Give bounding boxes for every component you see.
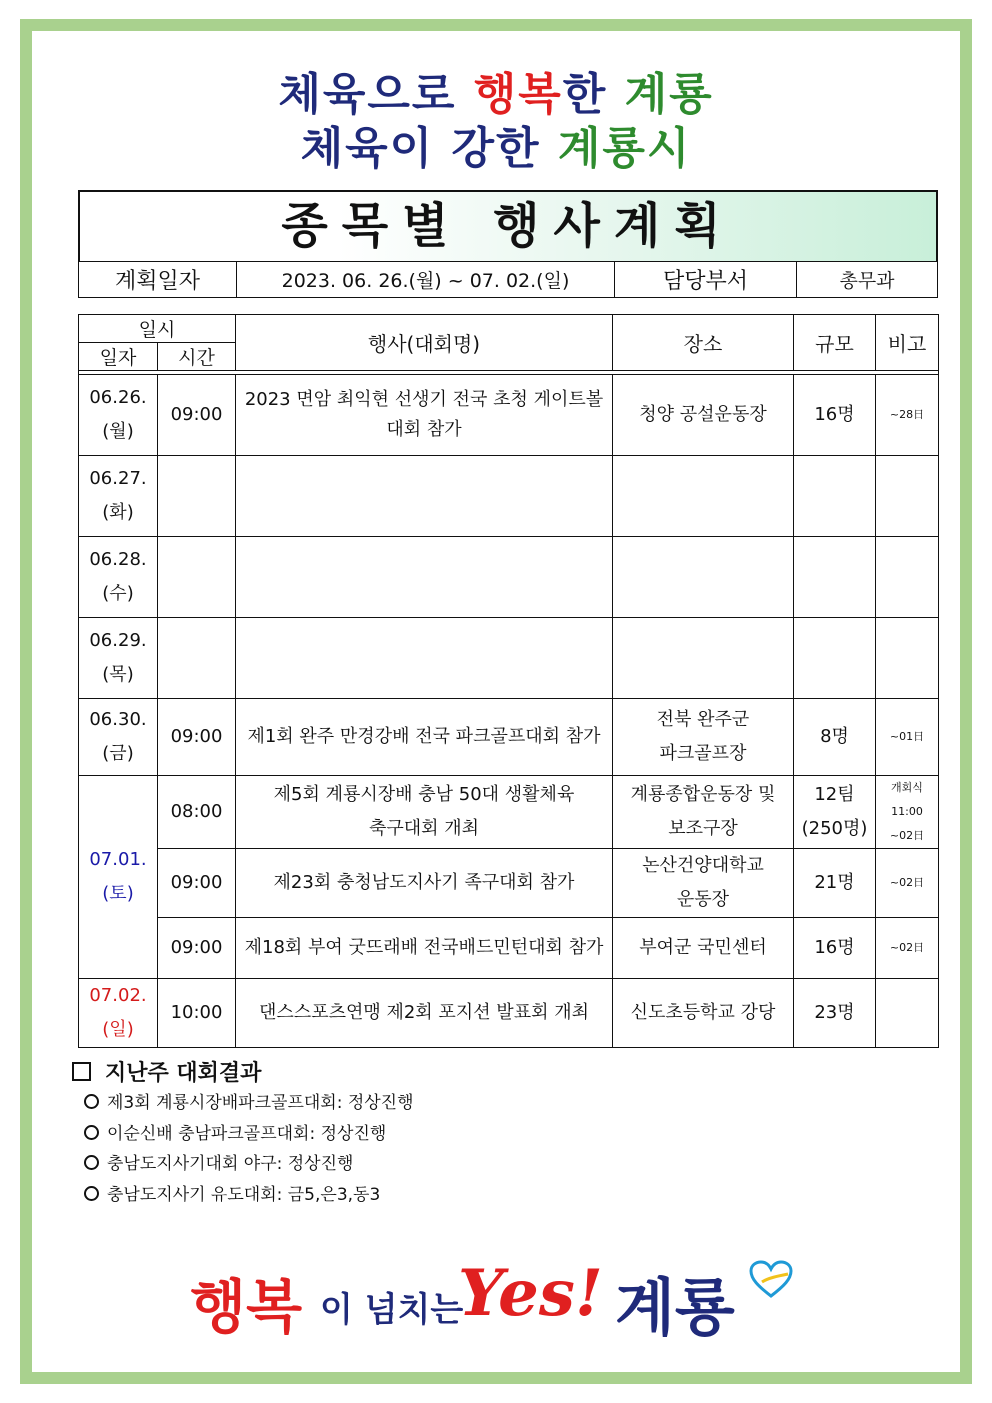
note-cell: ~02日 (876, 849, 939, 918)
footer-gyeryong-text: 계룡 (615, 1271, 735, 1344)
place-cell (613, 849, 794, 918)
scale-text: (250명) (801, 818, 868, 839)
time-cell: 10:00 (158, 979, 236, 1048)
dept-value: 총무과 (797, 262, 938, 298)
heart-icon (748, 1260, 794, 1300)
place-text: 논산건양대학교 (642, 855, 764, 876)
scale-cell (794, 537, 876, 618)
circle-bullet-icon (84, 1186, 99, 1201)
event-cell (236, 618, 613, 699)
list-item (84, 1119, 414, 1150)
note-text: ~02日 (889, 829, 925, 842)
scale-cell (794, 776, 876, 849)
note-text: 개회식 (891, 781, 923, 794)
scale-cell (794, 618, 876, 699)
results-heading-text: 지난주 대회결과 (105, 1061, 262, 1086)
result-text: 충남도지사기대회 야구: 정상진행 (107, 1154, 354, 1174)
footer-happy-text: 행복 (190, 1273, 303, 1341)
place-text: 전북 완주군 (656, 709, 750, 730)
event-text: 대회 참가 (386, 419, 462, 440)
note-cell: ~01日 (876, 699, 939, 776)
checkbox-square-icon (72, 1062, 91, 1081)
plan-info-table (78, 261, 938, 298)
table-row (79, 849, 939, 918)
place-cell: 청양 공설운동장 (613, 375, 794, 456)
time-cell: 09:00 (158, 849, 236, 918)
note-cell (876, 979, 939, 1048)
circle-bullet-icon (84, 1125, 99, 1140)
slogan-text: 계룡시 (557, 123, 692, 174)
date-text: 06.26. (89, 387, 147, 408)
place-cell (613, 456, 794, 537)
event-cell: 제18회 부여 굿뜨래배 전국배드민턴대회 참가 (236, 918, 613, 979)
header-date: 일자 (79, 343, 158, 371)
weekday-text: (금) (102, 743, 134, 764)
date-cell (79, 618, 158, 699)
date-text: 06.28. (89, 549, 147, 570)
note-cell: ~02日 (876, 918, 939, 979)
schedule-table (78, 314, 939, 1048)
event-cell: 제23회 충청남도지사기 족구대회 참가 (236, 849, 613, 918)
note-cell (876, 618, 939, 699)
result-text: 이순신배 충남파크골프대회: 정상진행 (107, 1123, 387, 1144)
place-cell (613, 699, 794, 776)
time-cell: 09:00 (158, 375, 236, 456)
circle-bullet-icon (84, 1155, 99, 1170)
dept-label: 담당부서 (615, 262, 797, 298)
result-text: 제3회 계룡시장배파크골프대회: 정상진행 (107, 1093, 414, 1113)
weekday-text: (일) (102, 1019, 134, 1040)
header-note: 비고 (876, 315, 939, 371)
time-cell (158, 537, 236, 618)
table-row (79, 979, 939, 1048)
date-cell (79, 375, 158, 456)
note-text: 11:00 (891, 805, 923, 818)
list-item (84, 1180, 414, 1211)
place-cell (613, 537, 794, 618)
slogan-text: 체육이 강한 (300, 123, 541, 174)
time-cell (158, 456, 236, 537)
date-text: 07.02. (89, 985, 147, 1006)
event-cell: 댄스스포츠연맹 제2회 포지션 발표회 개최 (236, 979, 613, 1048)
header-time: 시간 (158, 343, 236, 371)
time-cell: 09:00 (158, 918, 236, 979)
event-cell (236, 375, 613, 456)
footer-slogan-logo (190, 1258, 810, 1348)
footer-overflowing-text: 이 넘치는 (320, 1290, 464, 1330)
table-row (79, 456, 939, 537)
weekday-text: (화) (102, 502, 134, 523)
table-row (79, 699, 939, 776)
result-text: 충남도지사기 유도대회: 금5,은3,동3 (107, 1184, 381, 1205)
header-datetime: 일시 (79, 315, 236, 343)
event-cell (236, 537, 613, 618)
date-cell (79, 699, 158, 776)
table-row (79, 618, 939, 699)
slogan-text: 행복 (473, 69, 563, 120)
date-text: 06.30. (89, 709, 147, 730)
table-row (79, 776, 939, 849)
list-item (84, 1088, 414, 1119)
place-text: 보조구장 (668, 818, 738, 839)
note-cell (876, 537, 939, 618)
list-item (84, 1149, 414, 1180)
time-cell (158, 618, 236, 699)
date-cell (79, 456, 158, 537)
plan-date-label: 계획일자 (79, 262, 237, 298)
date-cell (79, 776, 158, 979)
note-cell (876, 776, 939, 849)
place-cell (613, 618, 794, 699)
scale-cell: 16명 (794, 918, 876, 979)
table-row (79, 375, 939, 456)
event-cell (236, 776, 613, 849)
date-text: 06.27. (89, 468, 147, 489)
scale-cell (794, 456, 876, 537)
weekday-text: (수) (102, 583, 134, 604)
weekday-text: (월) (102, 421, 134, 442)
event-text: 축구대회 개최 (368, 818, 480, 839)
place-cell (613, 776, 794, 849)
event-cell: 제1회 완주 만경강배 전국 파크골프대회 참가 (236, 699, 613, 776)
scale-text: 12팀 (814, 784, 855, 805)
event-cell (236, 456, 613, 537)
results-heading (72, 1056, 261, 1087)
place-cell: 신도초등학교 강당 (613, 979, 794, 1048)
slogan-text: 한 (562, 69, 608, 120)
slogan-line-2 (0, 112, 992, 176)
date-cell (79, 979, 158, 1048)
date-cell (79, 537, 158, 618)
event-text: 2023 면암 최익현 선생기 전국 초청 게이트볼 (244, 389, 604, 410)
weekday-text: (목) (102, 664, 134, 685)
place-cell: 부여군 국민센터 (613, 918, 794, 979)
scale-cell: 8명 (794, 699, 876, 776)
date-text: 07.01. (89, 849, 147, 870)
date-text: 06.29. (89, 630, 147, 651)
slogan-text: 체육으로 (278, 69, 457, 120)
time-cell: 08:00 (158, 776, 236, 849)
footer-yes-text: Yes! (458, 1256, 603, 1331)
place-text: 운동장 (676, 889, 730, 910)
plan-date-value: 2023. 06. 26.(월) ~ 07. 02.(일) (237, 262, 615, 298)
table-row (79, 918, 939, 979)
note-cell: ~28日 (876, 375, 939, 456)
document-title: 종목별 행사계획 (78, 190, 938, 261)
header-place: 장소 (613, 315, 794, 371)
header-scale: 규모 (794, 315, 876, 371)
slogan-text: 계룡 (624, 69, 714, 120)
circle-bullet-icon (84, 1094, 99, 1109)
scale-cell: 21명 (794, 849, 876, 918)
header-event: 행사(대회명) (236, 315, 613, 371)
time-cell: 09:00 (158, 699, 236, 776)
weekday-text: (토) (102, 883, 134, 904)
place-text: 계룡종합운동장 및 (630, 784, 776, 805)
scale-cell: 23명 (794, 979, 876, 1048)
results-list (84, 1088, 414, 1210)
place-text: 파크골프장 (659, 743, 747, 764)
scale-cell: 16명 (794, 375, 876, 456)
note-cell (876, 456, 939, 537)
event-text: 제5회 계룡시장배 충남 50대 생활체육 (273, 784, 575, 805)
table-row (79, 537, 939, 618)
